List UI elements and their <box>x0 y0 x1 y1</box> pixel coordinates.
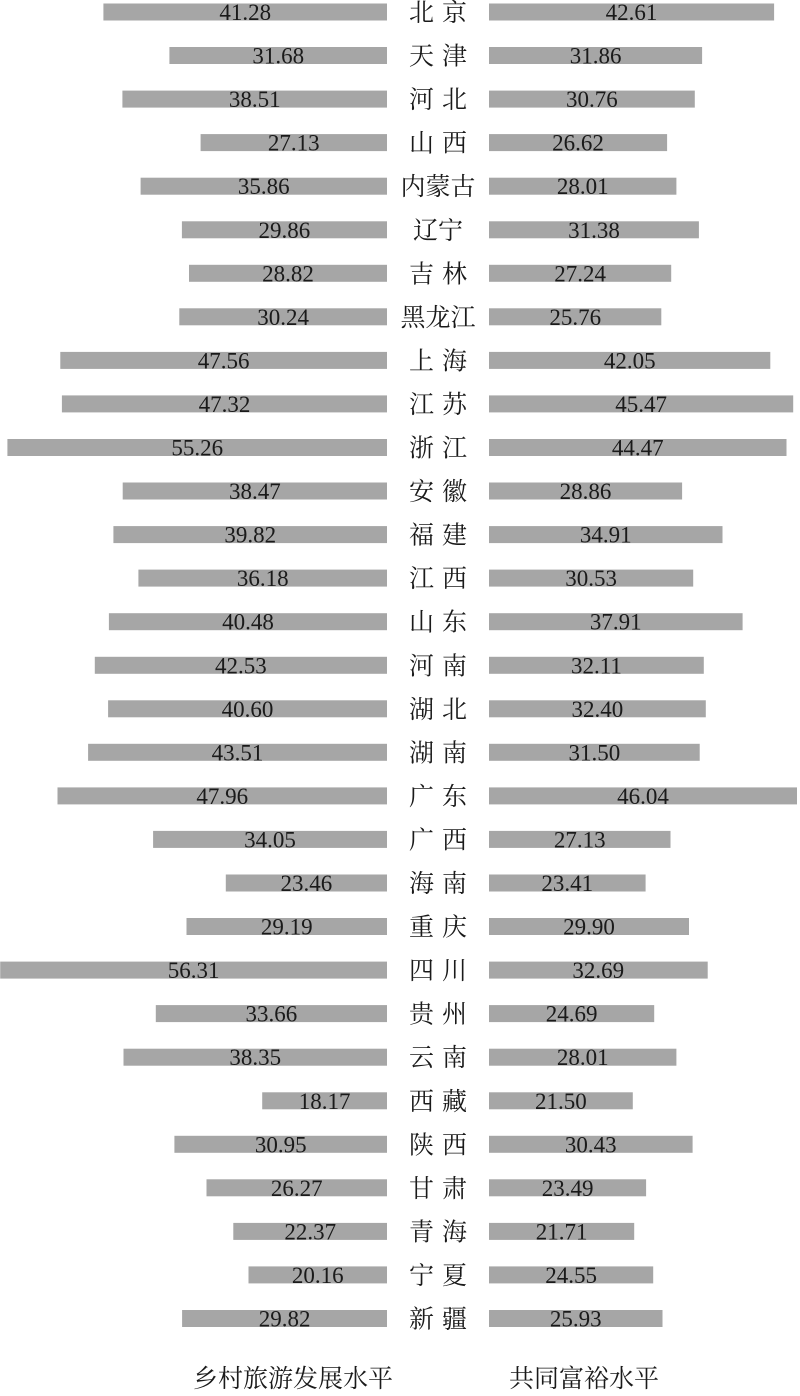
right-value-label: 23.41 <box>541 871 594 896</box>
right-value-label: 42.61 <box>605 0 658 25</box>
left-value-label: 20.16 <box>291 1262 344 1288</box>
province-label: 山 东 <box>409 607 467 637</box>
left-value-label: 47.32 <box>198 391 251 417</box>
province-label: 吉 林 <box>409 259 467 289</box>
province-label: 安 徽 <box>409 477 467 506</box>
province-label: 黑龙江 <box>400 302 476 332</box>
left-value-label: 42.53 <box>215 653 267 679</box>
province-label: 浙 江 <box>409 433 467 463</box>
province-label: 内蒙古 <box>400 172 476 202</box>
left-value-label: 35.86 <box>237 174 290 200</box>
right-value-label: 29.90 <box>563 914 615 940</box>
right-value-label: 23.49 <box>541 1175 594 1201</box>
right-series-bars <box>489 4 797 1328</box>
province-label: 山 西 <box>409 128 467 158</box>
right-value-label: 31.50 <box>568 740 621 766</box>
province-label: 宁 夏 <box>409 1260 467 1290</box>
province-label: 甘 肃 <box>409 1173 467 1203</box>
province-label: 辽宁 <box>412 215 464 245</box>
right-value-label: 25.93 <box>549 1306 602 1332</box>
left-value-label: 40.60 <box>221 696 274 722</box>
left-value-label: 29.86 <box>258 217 311 243</box>
right-value-label: 34.91 <box>579 522 632 548</box>
left-value-label: 22.37 <box>284 1219 337 1245</box>
left-value-label: 36.18 <box>236 566 289 592</box>
left-value-label: 43.51 <box>211 740 264 766</box>
right-value-label: 27.13 <box>553 827 606 853</box>
right-value-label: 21.71 <box>535 1219 588 1245</box>
left-value-label: 30.95 <box>254 1132 307 1158</box>
right-value-label: 28.01 <box>556 1045 609 1071</box>
left-series-bars <box>0 4 387 1328</box>
province-label: 江 苏 <box>409 389 467 419</box>
right-value-label: 42.05 <box>603 348 656 374</box>
province-label: 天 津 <box>409 41 467 71</box>
right-value-label: 24.55 <box>545 1262 597 1288</box>
left-axis-label: 乡村旅游发展水平 <box>192 1364 394 1393</box>
province-label: 河 南 <box>409 651 467 681</box>
province-label: 贵 州 <box>409 999 467 1029</box>
province-label: 上 海 <box>409 346 467 376</box>
province-label: 湖 北 <box>409 694 467 724</box>
right-value-label: 31.86 <box>569 43 622 69</box>
right-value-label: 44.47 <box>611 435 664 461</box>
province-label: 重 庆 <box>409 912 467 942</box>
left-value-label: 38.47 <box>229 479 281 504</box>
province-label: 海 南 <box>409 869 467 898</box>
left-value-label: 47.96 <box>196 783 249 809</box>
left-value-label: 55.26 <box>171 435 224 461</box>
left-value-label: 56.31 <box>167 958 220 984</box>
right-value-label: 28.01 <box>556 174 609 200</box>
left-value-label: 31.68 <box>252 43 305 69</box>
left-value-label: 40.48 <box>222 609 274 635</box>
province-label: 福 建 <box>409 520 467 550</box>
province-label: 广 东 <box>409 781 467 811</box>
right-value-label: 32.69 <box>572 958 625 984</box>
right-value-label: 26.62 <box>552 130 604 156</box>
left-value-label: 38.51 <box>228 87 281 113</box>
left-value-label: 34.05 <box>244 827 296 853</box>
right-value-label: 30.53 <box>565 566 617 592</box>
left-value-label: 47.56 <box>197 348 250 374</box>
right-value-label: 32.40 <box>571 696 624 722</box>
left-value-label: 29.19 <box>260 914 313 940</box>
province-label: 河 北 <box>409 85 467 115</box>
left-value-label: 29.82 <box>258 1306 311 1332</box>
province-label: 西 藏 <box>409 1086 467 1116</box>
left-value-label: 33.66 <box>245 1001 298 1027</box>
left-value-label: 18.17 <box>298 1088 351 1114</box>
left-value-label: 41.28 <box>219 0 272 25</box>
right-value-label: 37.91 <box>589 609 642 635</box>
province-label: 青 海 <box>409 1217 467 1247</box>
right-value-label: 28.86 <box>559 479 612 504</box>
province-label: 陕 西 <box>409 1130 467 1160</box>
right-value-label: 21.50 <box>535 1088 587 1114</box>
left-value-label: 39.82 <box>224 522 277 548</box>
province-label: 北 京 <box>409 0 467 27</box>
right-value-label: 24.69 <box>545 1001 598 1027</box>
left-value-label: 30.24 <box>257 304 309 330</box>
right-value-label: 30.43 <box>564 1132 617 1158</box>
right-value-label: 45.47 <box>615 391 667 417</box>
left-value-label: 23.46 <box>280 871 333 896</box>
province-label: 江 西 <box>409 564 467 594</box>
left-value-label: 27.13 <box>267 130 320 156</box>
province-labels <box>400 0 475 1334</box>
province-label: 四 川 <box>409 956 467 986</box>
left-value-label: 28.82 <box>262 261 314 287</box>
right-value-label: 27.24 <box>554 261 606 287</box>
right-value-label: 30.76 <box>566 87 618 113</box>
right-value-label: 32.11 <box>570 653 622 679</box>
left-value-label: 38.35 <box>229 1045 282 1071</box>
right-axis-label: 共同富裕水平 <box>508 1364 660 1393</box>
province-label: 广 西 <box>409 825 467 855</box>
right-value-label: 25.76 <box>549 304 602 330</box>
left-value-label: 26.27 <box>270 1175 323 1201</box>
right-value-label: 31.38 <box>568 217 620 243</box>
province-label: 湖 南 <box>409 738 467 768</box>
province-label: 云 南 <box>409 1043 467 1073</box>
right-value-label: 46.04 <box>617 783 669 809</box>
province-label: 新 疆 <box>409 1304 467 1334</box>
